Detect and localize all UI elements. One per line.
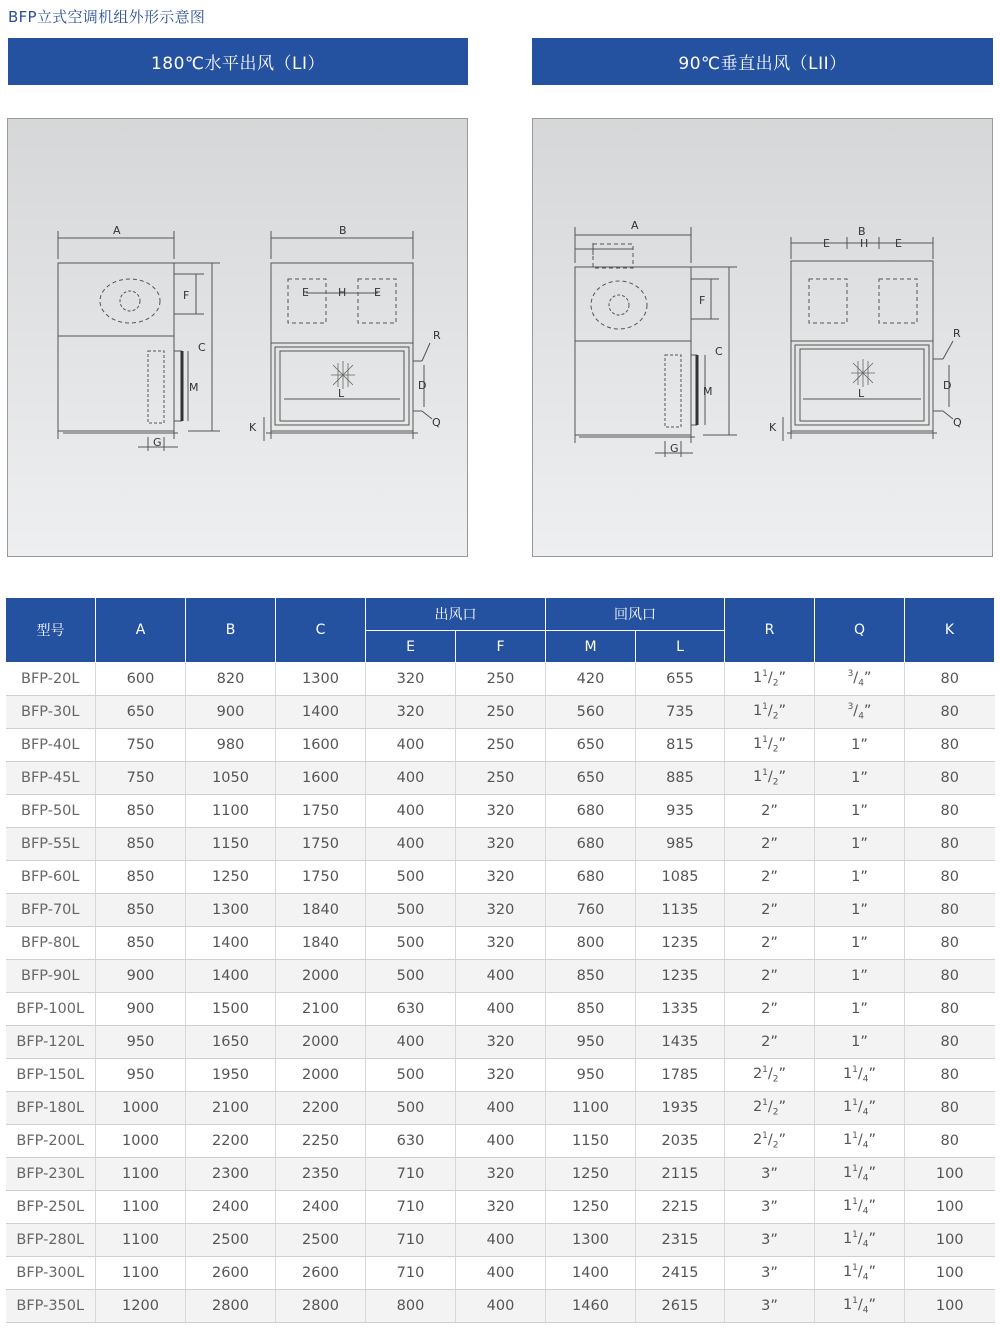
dim-label-d-v: D <box>943 379 952 392</box>
header-e: E <box>366 631 456 663</box>
cell-b: 1050 <box>186 762 276 795</box>
header-r: R <box>725 598 815 663</box>
cell-e: 710 <box>366 1224 456 1257</box>
cell-a: 600 <box>96 663 186 696</box>
header-f: F <box>456 631 546 663</box>
cell-l: 1235 <box>636 960 725 993</box>
banner-horizontal-outlet: 180℃水平出风（LI） <box>8 38 468 85</box>
cell-a: 850 <box>96 927 186 960</box>
cell-c: 1750 <box>276 861 366 894</box>
cell-b: 2200 <box>186 1125 276 1158</box>
cell-b: 1650 <box>186 1026 276 1059</box>
cell-a: 850 <box>96 828 186 861</box>
dim-label-l: L <box>338 387 345 400</box>
table-row <box>6 927 995 960</box>
table-row <box>6 663 995 696</box>
cell-k: 80 <box>905 795 995 828</box>
cell-c: 2200 <box>276 1092 366 1125</box>
dim-label-k: K <box>249 421 257 434</box>
cell-f: 250 <box>456 663 546 696</box>
cell-l: 815 <box>636 729 725 762</box>
cell-q: $^3/_4$” <box>815 663 905 696</box>
dim-label-e2: E <box>374 286 381 299</box>
cell-q: $1^1/_4$” <box>815 1257 905 1290</box>
cell-b: 2500 <box>186 1224 276 1257</box>
cell-f: 400 <box>456 1125 546 1158</box>
spec-table <box>5 597 995 1323</box>
dim-label-c: C <box>198 341 206 354</box>
cell-e: 710 <box>366 1158 456 1191</box>
dim-label-r-v: R <box>953 327 961 340</box>
cell-model: BFP-20L <box>6 663 96 696</box>
cell-f: 400 <box>456 1290 546 1323</box>
cell-r: 2” <box>725 894 815 927</box>
cell-c: 2500 <box>276 1224 366 1257</box>
cell-q: 1” <box>815 861 905 894</box>
cell-c: 2350 <box>276 1158 366 1191</box>
dim-label-q-v: Q <box>953 416 962 429</box>
cell-q: $1^1/_4$” <box>815 1158 905 1191</box>
header-outlet: 出风口 <box>366 598 546 631</box>
cell-q: $1^1/_4$” <box>815 1059 905 1092</box>
dim-label-e2-v: E <box>895 237 902 250</box>
table-row <box>6 1125 995 1158</box>
cell-b: 2400 <box>186 1191 276 1224</box>
cell-k: 80 <box>905 1125 995 1158</box>
cell-m: 680 <box>546 828 636 861</box>
header-c: C <box>276 598 366 663</box>
cell-e: 710 <box>366 1257 456 1290</box>
cell-e: 500 <box>366 960 456 993</box>
cell-model: BFP-90L <box>6 960 96 993</box>
cell-e: 500 <box>366 1059 456 1092</box>
cell-k: 100 <box>905 1257 995 1290</box>
cell-e: 400 <box>366 828 456 861</box>
cell-m: 650 <box>546 762 636 795</box>
cell-b: 1100 <box>186 795 276 828</box>
cell-f: 400 <box>456 960 546 993</box>
cell-r: $1^1/_2$” <box>725 696 815 729</box>
cell-k: 100 <box>905 1191 995 1224</box>
header-return: 回风口 <box>546 598 725 631</box>
cell-f: 320 <box>456 828 546 861</box>
cell-a: 950 <box>96 1059 186 1092</box>
cell-q: 1” <box>815 993 905 1026</box>
cell-l: 2115 <box>636 1158 725 1191</box>
cell-m: 420 <box>546 663 636 696</box>
cell-c: 2600 <box>276 1257 366 1290</box>
cell-c: 1750 <box>276 828 366 861</box>
cell-q: 1” <box>815 729 905 762</box>
cell-l: 2035 <box>636 1125 725 1158</box>
cell-f: 400 <box>456 1257 546 1290</box>
cell-f: 320 <box>456 1059 546 1092</box>
cell-k: 80 <box>905 663 995 696</box>
cell-r: $2^1/_2$” <box>725 1059 815 1092</box>
cell-a: 750 <box>96 729 186 762</box>
cell-q: $1^1/_4$” <box>815 1290 905 1323</box>
cell-r: $1^1/_2$” <box>725 663 815 696</box>
diagram-horizontal <box>8 119 467 556</box>
table-row <box>6 1290 995 1323</box>
cell-l: 985 <box>636 828 725 861</box>
cell-r: 2” <box>725 960 815 993</box>
cell-r: 2” <box>725 795 815 828</box>
table-row <box>6 795 995 828</box>
cell-c: 1600 <box>276 729 366 762</box>
cell-r: 3” <box>725 1290 815 1323</box>
cell-k: 80 <box>905 696 995 729</box>
cell-f: 400 <box>456 1092 546 1125</box>
cell-model: BFP-120L <box>6 1026 96 1059</box>
cell-e: 710 <box>366 1191 456 1224</box>
cell-r: $2^1/_2$” <box>725 1125 815 1158</box>
cell-m: 850 <box>546 960 636 993</box>
dim-label-f-v: F <box>699 294 706 307</box>
cell-k: 80 <box>905 894 995 927</box>
cell-model: BFP-280L <box>6 1224 96 1257</box>
cell-l: 1235 <box>636 927 725 960</box>
cell-a: 1100 <box>96 1224 186 1257</box>
cell-b: 2800 <box>186 1290 276 1323</box>
cell-k: 80 <box>905 1092 995 1125</box>
dim-label-g-v: G <box>670 442 679 455</box>
cell-f: 320 <box>456 861 546 894</box>
cell-r: $2^1/_2$” <box>725 1092 815 1125</box>
cell-m: 850 <box>546 993 636 1026</box>
table-row <box>6 861 995 894</box>
cell-m: 800 <box>546 927 636 960</box>
cell-model: BFP-40L <box>6 729 96 762</box>
cell-e: 800 <box>366 1290 456 1323</box>
table-row <box>6 1026 995 1059</box>
cell-q: $1^1/_4$” <box>815 1191 905 1224</box>
dim-label-m-v: M <box>703 385 713 398</box>
cell-a: 1100 <box>96 1158 186 1191</box>
cell-c: 1600 <box>276 762 366 795</box>
table-row <box>6 1257 995 1290</box>
cell-b: 1300 <box>186 894 276 927</box>
cell-b: 900 <box>186 696 276 729</box>
cell-m: 1100 <box>546 1092 636 1125</box>
cell-l: 1085 <box>636 861 725 894</box>
cell-b: 1150 <box>186 828 276 861</box>
cell-m: 760 <box>546 894 636 927</box>
cell-e: 500 <box>366 927 456 960</box>
cell-e: 500 <box>366 894 456 927</box>
cell-b: 820 <box>186 663 276 696</box>
table-row <box>6 960 995 993</box>
cell-a: 1100 <box>96 1257 186 1290</box>
cell-k: 80 <box>905 1026 995 1059</box>
table-row <box>6 729 995 762</box>
cell-l: 2315 <box>636 1224 725 1257</box>
header-b: B <box>186 598 276 663</box>
cell-q: 1” <box>815 795 905 828</box>
cell-a: 900 <box>96 960 186 993</box>
cell-q: $1^1/_4$” <box>815 1092 905 1125</box>
cell-e: 630 <box>366 1125 456 1158</box>
dim-label-h: H <box>338 286 347 299</box>
cell-f: 400 <box>456 1224 546 1257</box>
cell-r: 2” <box>725 1026 815 1059</box>
cell-f: 320 <box>456 795 546 828</box>
cell-e: 400 <box>366 762 456 795</box>
dim-label-b-v: B <box>858 225 866 238</box>
cell-m: 950 <box>546 1059 636 1092</box>
cell-l: 2215 <box>636 1191 725 1224</box>
cell-model: BFP-150L <box>6 1059 96 1092</box>
cell-r: 3” <box>725 1257 815 1290</box>
cell-k: 80 <box>905 729 995 762</box>
cell-r: 3” <box>725 1158 815 1191</box>
cell-a: 650 <box>96 696 186 729</box>
cell-b: 1250 <box>186 861 276 894</box>
table-row <box>6 993 995 1026</box>
cell-c: 2400 <box>276 1191 366 1224</box>
cell-model: BFP-200L <box>6 1125 96 1158</box>
cell-b: 1400 <box>186 960 276 993</box>
dim-label-d: D <box>418 379 427 392</box>
cell-a: 1000 <box>96 1125 186 1158</box>
table-row <box>6 894 995 927</box>
cell-c: 1300 <box>276 663 366 696</box>
dim-label-h-v: H <box>860 237 869 250</box>
cell-f: 320 <box>456 1191 546 1224</box>
cell-q: 1” <box>815 894 905 927</box>
cell-r: 2” <box>725 828 815 861</box>
dim-label-k-v: K <box>769 421 777 434</box>
cell-c: 1840 <box>276 894 366 927</box>
cell-a: 850 <box>96 894 186 927</box>
cell-l: 655 <box>636 663 725 696</box>
cell-c: 1400 <box>276 696 366 729</box>
cell-a: 1100 <box>96 1191 186 1224</box>
page-title: BFP立式空调机组外形示意图 <box>8 8 206 26</box>
cell-f: 250 <box>456 696 546 729</box>
cell-q: 1” <box>815 1026 905 1059</box>
cell-model: BFP-55L <box>6 828 96 861</box>
cell-r: 2” <box>725 861 815 894</box>
cell-c: 2000 <box>276 1059 366 1092</box>
table-row <box>6 828 995 861</box>
cell-m: 1250 <box>546 1158 636 1191</box>
cell-m: 1250 <box>546 1191 636 1224</box>
dim-label-e: E <box>302 286 309 299</box>
cell-f: 320 <box>456 1026 546 1059</box>
cell-e: 500 <box>366 1092 456 1125</box>
cell-model: BFP-60L <box>6 861 96 894</box>
dim-label-g: G <box>153 436 162 449</box>
dim-label-q: Q <box>432 416 441 429</box>
cell-m: 680 <box>546 795 636 828</box>
cell-e: 630 <box>366 993 456 1026</box>
cell-m: 650 <box>546 729 636 762</box>
cell-c: 2100 <box>276 993 366 1026</box>
diagram-panel-vertical <box>532 118 993 557</box>
cell-k: 80 <box>905 927 995 960</box>
cell-k: 100 <box>905 1158 995 1191</box>
cell-model: BFP-30L <box>6 696 96 729</box>
cell-q: 1” <box>815 762 905 795</box>
cell-q: $1^1/_4$” <box>815 1125 905 1158</box>
dim-label-b: B <box>339 224 347 237</box>
header-model: 型号 <box>6 598 96 663</box>
cell-q: 1” <box>815 828 905 861</box>
cell-q: $1^1/_4$” <box>815 1224 905 1257</box>
cell-model: BFP-50L <box>6 795 96 828</box>
cell-f: 250 <box>456 729 546 762</box>
cell-l: 1785 <box>636 1059 725 1092</box>
cell-l: 2615 <box>636 1290 725 1323</box>
cell-c: 1750 <box>276 795 366 828</box>
dim-label-a-v: A <box>631 219 639 232</box>
cell-e: 400 <box>366 1026 456 1059</box>
dim-label-a: A <box>113 224 121 237</box>
cell-f: 320 <box>456 927 546 960</box>
cell-r: 3” <box>725 1224 815 1257</box>
cell-model: BFP-100L <box>6 993 96 1026</box>
cell-b: 2100 <box>186 1092 276 1125</box>
cell-e: 320 <box>366 663 456 696</box>
cell-model: BFP-45L <box>6 762 96 795</box>
cell-m: 1460 <box>546 1290 636 1323</box>
cell-b: 1400 <box>186 927 276 960</box>
cell-r: 2” <box>725 927 815 960</box>
cell-a: 900 <box>96 993 186 1026</box>
cell-l: 2415 <box>636 1257 725 1290</box>
cell-model: BFP-180L <box>6 1092 96 1125</box>
dim-label-m: M <box>189 381 199 394</box>
header-l: L <box>636 631 725 663</box>
cell-k: 80 <box>905 762 995 795</box>
cell-r: $1^1/_2$” <box>725 762 815 795</box>
diagram-vertical <box>533 119 992 556</box>
table-row <box>6 762 995 795</box>
cell-k: 80 <box>905 1059 995 1092</box>
cell-r: 2” <box>725 993 815 1026</box>
cell-r: 3” <box>725 1191 815 1224</box>
cell-a: 750 <box>96 762 186 795</box>
cell-e: 400 <box>366 729 456 762</box>
dim-label-r: R <box>433 329 441 342</box>
cell-k: 100 <box>905 1290 995 1323</box>
cell-model: BFP-230L <box>6 1158 96 1191</box>
cell-l: 935 <box>636 795 725 828</box>
table-row <box>6 1224 995 1257</box>
cell-a: 950 <box>96 1026 186 1059</box>
dim-label-e-v: E <box>823 237 830 250</box>
cell-m: 950 <box>546 1026 636 1059</box>
cell-b: 1950 <box>186 1059 276 1092</box>
cell-e: 500 <box>366 861 456 894</box>
cell-a: 850 <box>96 795 186 828</box>
cell-k: 80 <box>905 861 995 894</box>
header-k: K <box>905 598 995 663</box>
cell-m: 560 <box>546 696 636 729</box>
banner-vertical-outlet: 90℃垂直出风（LII） <box>532 38 993 85</box>
cell-m: 1300 <box>546 1224 636 1257</box>
spec-table-body <box>6 663 995 1323</box>
cell-c: 1840 <box>276 927 366 960</box>
cell-b: 2300 <box>186 1158 276 1191</box>
table-row <box>6 1059 995 1092</box>
cell-m: 1150 <box>546 1125 636 1158</box>
cell-f: 400 <box>456 993 546 1026</box>
cell-r: $1^1/_2$” <box>725 729 815 762</box>
cell-c: 2000 <box>276 1026 366 1059</box>
header-q: Q <box>815 598 905 663</box>
cell-k: 80 <box>905 960 995 993</box>
cell-a: 850 <box>96 861 186 894</box>
header-m: M <box>546 631 636 663</box>
cell-b: 2600 <box>186 1257 276 1290</box>
cell-f: 320 <box>456 1158 546 1191</box>
cell-l: 735 <box>636 696 725 729</box>
cell-c: 2000 <box>276 960 366 993</box>
cell-e: 320 <box>366 696 456 729</box>
cell-m: 680 <box>546 861 636 894</box>
diagram-panel-horizontal <box>7 118 468 557</box>
table-row <box>6 696 995 729</box>
cell-q: 1” <box>815 927 905 960</box>
header-a: A <box>96 598 186 663</box>
dim-label-c-v: C <box>715 345 723 358</box>
cell-c: 2250 <box>276 1125 366 1158</box>
cell-l: 885 <box>636 762 725 795</box>
cell-model: BFP-300L <box>6 1257 96 1290</box>
cell-e: 400 <box>366 795 456 828</box>
cell-k: 80 <box>905 828 995 861</box>
cell-l: 1435 <box>636 1026 725 1059</box>
cell-l: 1935 <box>636 1092 725 1125</box>
cell-b: 980 <box>186 729 276 762</box>
cell-b: 1500 <box>186 993 276 1026</box>
cell-k: 100 <box>905 1224 995 1257</box>
cell-model: BFP-250L <box>6 1191 96 1224</box>
table-row <box>6 1092 995 1125</box>
cell-a: 1200 <box>96 1290 186 1323</box>
cell-model: BFP-80L <box>6 927 96 960</box>
cell-k: 80 <box>905 993 995 1026</box>
cell-f: 320 <box>456 894 546 927</box>
cell-f: 250 <box>456 762 546 795</box>
cell-q: 1” <box>815 960 905 993</box>
dim-label-f: F <box>183 289 190 302</box>
cell-c: 2800 <box>276 1290 366 1323</box>
cell-a: 1000 <box>96 1092 186 1125</box>
cell-model: BFP-70L <box>6 894 96 927</box>
cell-l: 1135 <box>636 894 725 927</box>
table-row <box>6 1158 995 1191</box>
cell-l: 1335 <box>636 993 725 1026</box>
dim-label-l-v: L <box>858 387 865 400</box>
table-row <box>6 1191 995 1224</box>
cell-m: 1400 <box>546 1257 636 1290</box>
cell-q: $^3/_4$” <box>815 696 905 729</box>
cell-model: BFP-350L <box>6 1290 96 1323</box>
